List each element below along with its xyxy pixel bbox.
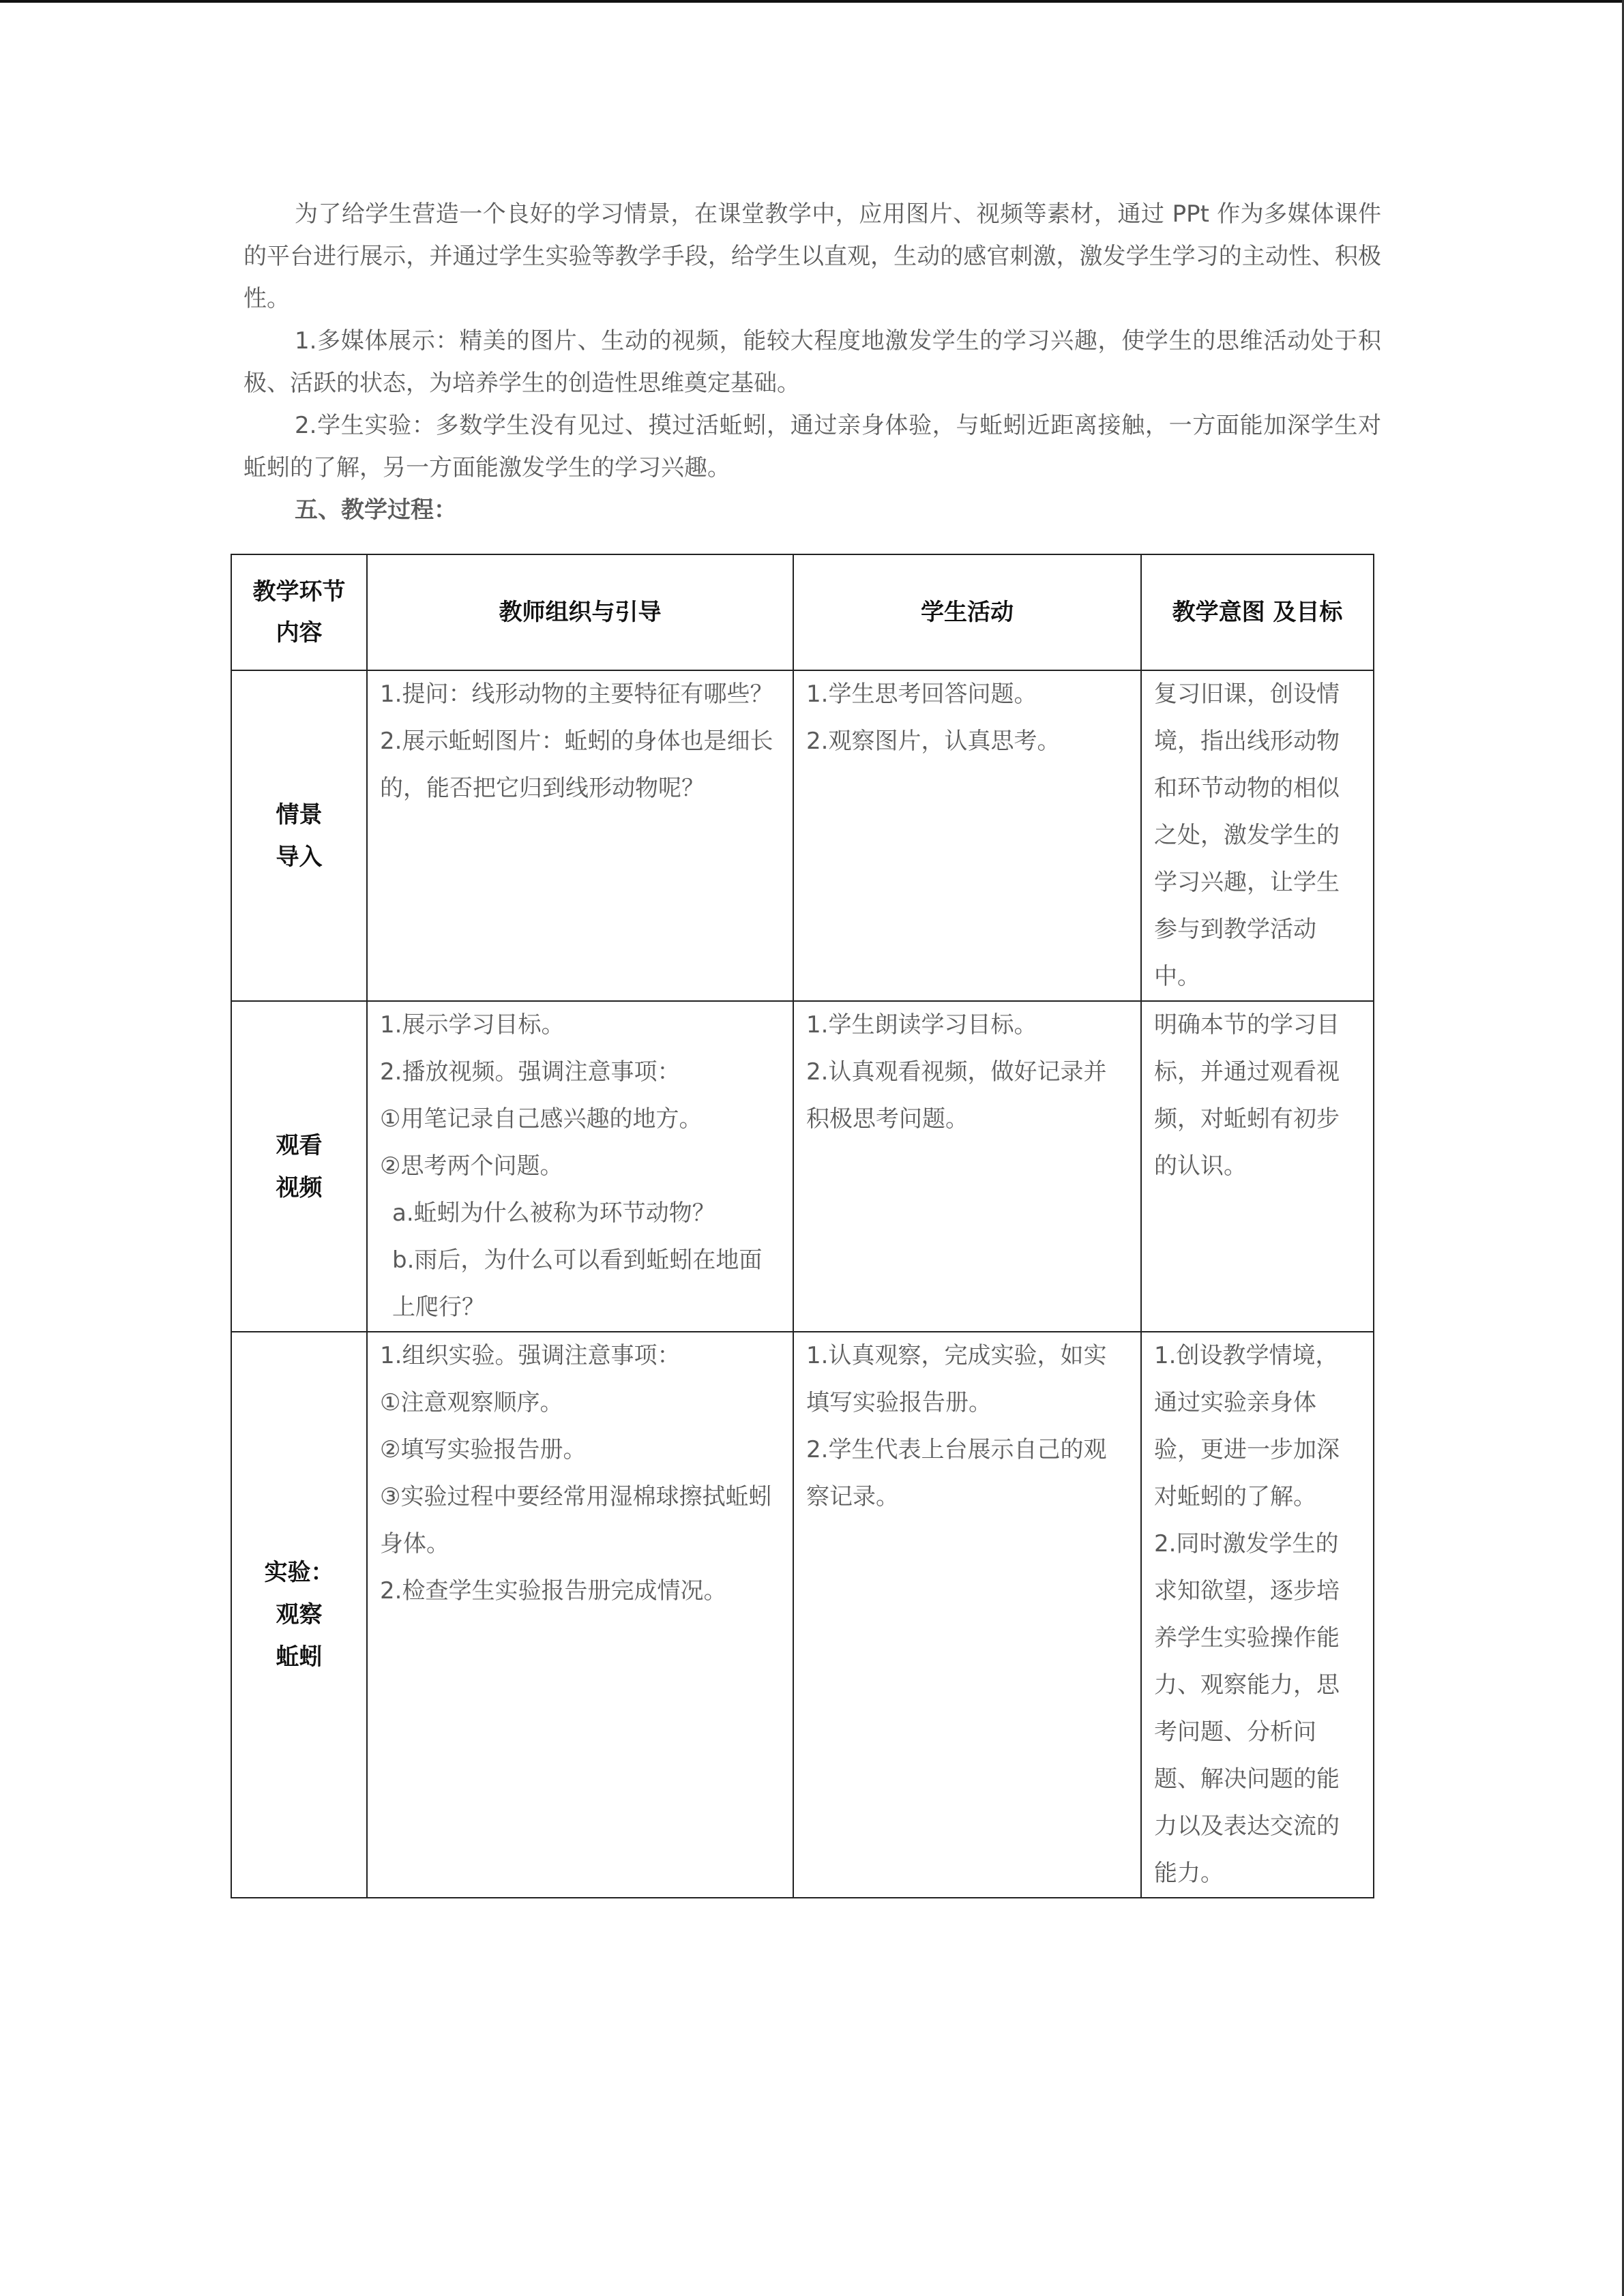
teacher-item: ①用笔记录自己感兴趣的地方。 [380, 1105, 703, 1133]
intro-paragraph: 为了给学生营造一个良好的学习情景，在课堂教学中，应用图片、视频等素材，通过 PPt 作为多媒体课件的平台进行展示，并通过学生实验等教学手段，给学生以直观，生动的感官刺激，激发学生学习的主动性、积极性。 [243, 200, 1381, 312]
stage-text: 情景 [276, 801, 323, 829]
teacher-item: 1.组织实验。强调注意事项： [380, 1342, 681, 1369]
header-teacher: 教师组织与引导 [367, 554, 793, 670]
header-student: 学生活动 [793, 554, 1141, 670]
intent-item: 1.创设教学情境，通过实验亲身体验，更进一步加深对蚯蚓的了解。 [1154, 1342, 1340, 1510]
student-cell [793, 1001, 1141, 1332]
table-row [231, 1332, 1374, 1898]
teacher-item: ①注意观察顺序。 [380, 1389, 563, 1416]
header-intent-line1: 教学意图 [1172, 599, 1265, 626]
table-row [231, 670, 1374, 1001]
header-intent [1141, 554, 1374, 670]
experiment-paragraph: 2.学生实验：多数学生没有见过、摸过活蚯蚓，通过亲身体验，与蚯蚓近距离接触，一方面能加深学生对蚯蚓的了解，另一方面能激发学生的学习兴趣。 [243, 412, 1381, 481]
stage-text: 观看 [276, 1131, 323, 1159]
stage-text: 蚯蚓 [276, 1643, 323, 1671]
teacher-item: 1.提问：线形动物的主要特征有哪些？ [380, 681, 773, 708]
stage-text: 视频 [276, 1174, 323, 1202]
header-stage-line2: 内容 [276, 619, 323, 646]
intent-cell [1141, 670, 1374, 1001]
stage-text: 实验： [264, 1559, 334, 1586]
header-stage-line1: 教学环节 [252, 578, 346, 606]
header-stage [231, 554, 367, 670]
student-item: 2.学生代表上台展示自己的观察记录。 [806, 1436, 1107, 1510]
stage-text: 导入 [276, 843, 323, 871]
student-cell [793, 670, 1141, 1001]
table-row [231, 1001, 1374, 1332]
multimedia-paragraph: 1.多媒体展示：精美的图片、生动的视频，能较大程度地激发学生的学习兴趣，使学生的思维活动处于积极、活跃的状态，为培养学生的创造性思维奠定基础。 [243, 327, 1381, 397]
teacher-subitem: a.蚯蚓为什么被称为环节动物？ [392, 1199, 715, 1227]
teacher-item: 2.播放视频。强调注意事项： [380, 1058, 681, 1086]
teacher-item: ③实验过程中要经常用湿棉球擦拭蚯蚓身体。 [380, 1483, 772, 1557]
teacher-cell [367, 670, 793, 1001]
intent-item: 复习旧课，创设情境，指出线形动物和环节动物的相似之处，激发学生的学习兴趣，让学生参与到教学活动中。 [1154, 681, 1340, 990]
page-top-border [0, 0, 1624, 3]
stage-cell [231, 1001, 367, 1332]
teacher-item: ②填写实验报告册。 [380, 1436, 587, 1463]
intent-cell [1141, 1332, 1374, 1898]
student-cell [793, 1332, 1141, 1898]
intent-item: 明确本节的学习目标，并通过观看视频，对蚯蚓有初步的认识。 [1154, 1011, 1340, 1180]
teacher-item: ②思考两个问题。 [380, 1152, 563, 1180]
stage-cell [231, 670, 367, 1001]
student-item: 1.认真观察，完成实验，如实填写实验报告册。 [806, 1342, 1107, 1416]
teacher-cell [367, 1332, 793, 1898]
document-body [243, 193, 1381, 531]
student-item: 2.认真观看视频，做好记录并积极思考问题。 [806, 1058, 1107, 1133]
intent-item: 2.同时激发学生的求知欲望，逐步培养学生实验操作能力、观察能力，思考问题、分析问题、解决问题的能力以及表达交流的能力。 [1154, 1530, 1340, 1887]
header-intent-line2: 及目标 [1273, 599, 1343, 626]
teaching-process-table [231, 554, 1374, 1898]
stage-cell [231, 1332, 367, 1898]
teacher-item: 2.检查学生实验报告册完成情况。 [380, 1577, 727, 1605]
section-heading: 五、教学过程： [295, 496, 457, 524]
teacher-item: 2.展示蚯蚓图片：蚯蚓的身体也是细长的，能否把它归到线形动物呢？ [380, 728, 773, 802]
teacher-cell [367, 1001, 793, 1332]
intent-cell [1141, 1001, 1374, 1332]
student-item: 1.学生思考回答问题。 [806, 681, 1037, 708]
teacher-item: 1.展示学习目标。 [380, 1011, 565, 1039]
teacher-subitem: b.雨后，为什么可以看到蚯蚓在地面上爬行？ [392, 1247, 763, 1321]
stage-text: 观察 [276, 1601, 323, 1628]
student-item: 1.学生朗读学习目标。 [806, 1011, 1037, 1039]
table-header-row [231, 554, 1374, 670]
student-item: 2.观察图片，认真思考。 [806, 728, 1061, 755]
